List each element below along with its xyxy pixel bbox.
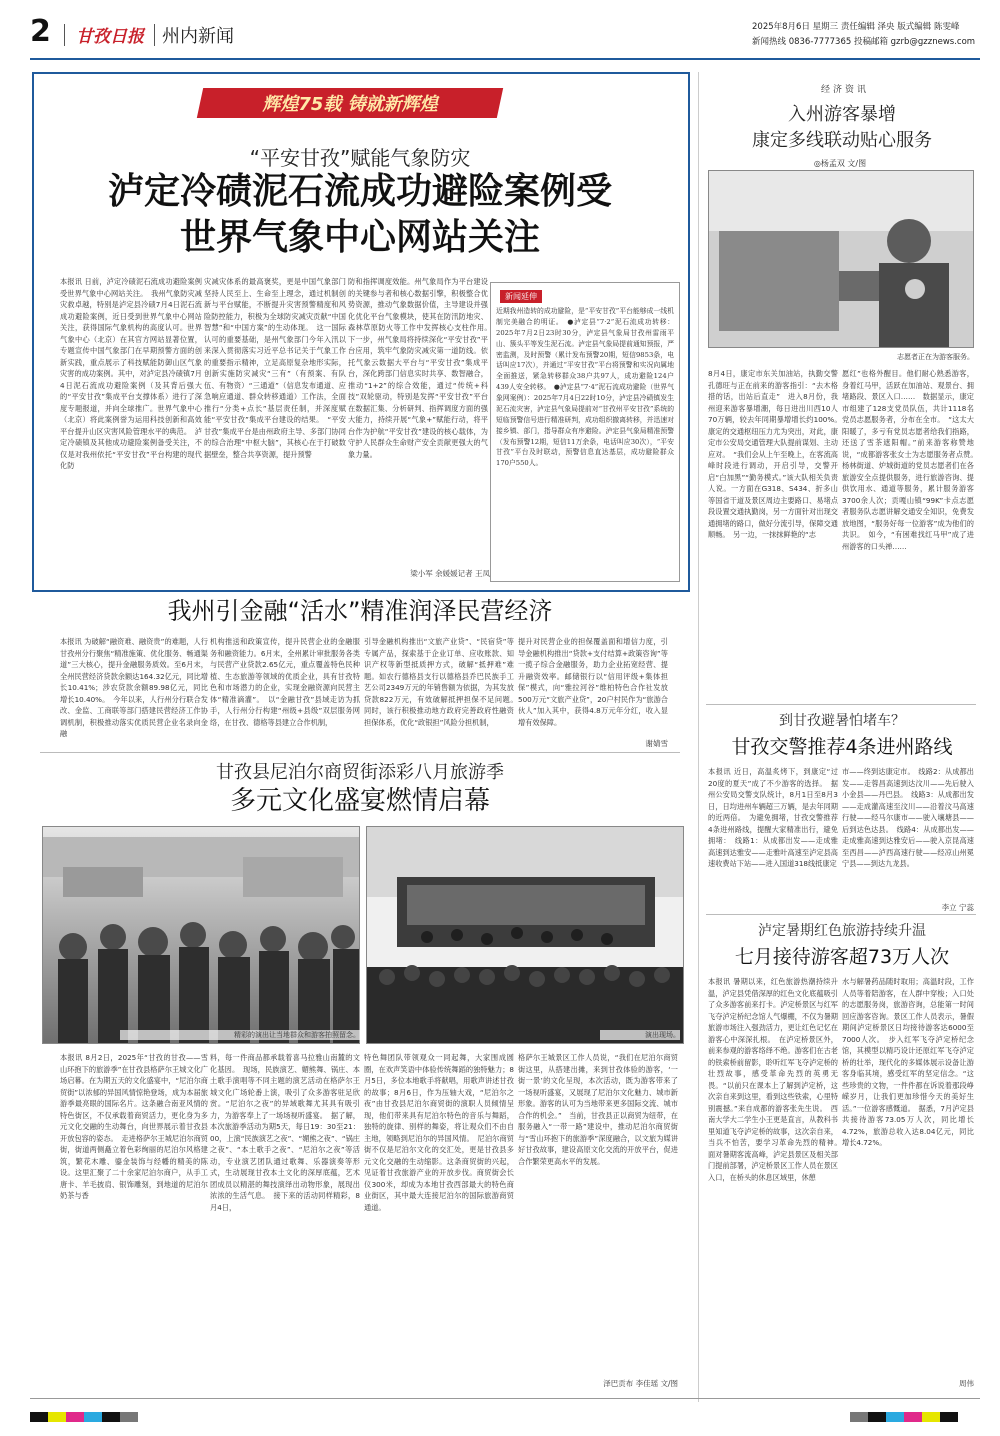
story2-column-2: 市——终到达康定市。 线路2：从成都出发——走蓉昌高速到达汶川——先后驶入小金县——丹巴县。 线路3：从成都出发——走成灌高速至汶川——沿着汶马高速行驶——经马尔康市——驶入壤塘县——后到达色达县。 线路4：从成都出发——走成雅高速到达雅安后——驶入京昆高速至西昌——泸西高速行驶——经凉山州冕宁县——到达九龙县。 [842,767,974,869]
photo-crowd [42,826,360,1044]
photo-stage [366,826,684,1044]
sidebar-text: 近期我州造转的成功避险，是“平安甘孜”平台能够成一线机制完美融合的明证。 ●泸定县“7·2”泥石流成功转移：2025年7月2日23时30分，泸定县气象局甘孜州雷雨平山、簇头平等发生泥石流。泸定县气象局提前通知预报，严密监测，及时预警（累计发布预警20期，短信9853条，电话叫应17次），并通过“平安甘孜”平台将预警和实况向属地全面推送，紧急转移群众38户共97人，成功避险124户439人安全转移。 ●泸定县“7·4”泥石流成功避险（世界气象网案例）：2025年7月4日22时10分，泸定县冷碛镇发生泥石流灾害，泸定县气象局提前对“甘孜州平安甘孜”系统的短临预警信号进行精准研判，成功组织撤离转移，并迅速对接乡镇、部门，指导群众有序避险。泸定县气象局精准预警（发布预警12期，短信11万余条，电话叫应30次），“平安甘孜”平台及时联动，预警信息直达基层，成功避险群众170户550人。 [496,307,674,468]
story2-byline: 李立 宁蕊 [941,903,974,912]
story3-byline: 周伟 [959,1379,974,1388]
section-label: 经济资讯 [820,85,869,95]
page-number: 2 [30,14,51,49]
color-registration-bar-right [850,1412,980,1422]
story1-title1: 入州游客暴增 [788,104,896,125]
hotline: 新闻热线 0836-7777365 投稿邮箱 gzrb@gzznews.com [752,37,976,47]
lead-column-2: 灾减灾体系的最高褒奖，更是中国气象部门坚持人民至上、生命至上理念，通过机制创新与平台赋能，不断提升灾害预警精度和风险防控能力，积极为全球防灾减灾贡献“中国智慧”和“中国方案”的生动体现。 这一国际认可的重要基础，是州气象部门今年入汛以来深入贯彻落实习近平总书记关于气象工作的重要指示精神，立足高原复杂地形实际，创新实施防灾减灾“三有”（有预案、有队伍、有物资）“三通道”（信息发布通道、应急响应通道、群众转移通道）工作法，全面推行“分类+点长”基层责任制，并深度赋能“平安甘孜”集成平台建设的结果。 “平安甘孜”集成平台是由州政府主导、多部门协同的综合治理“中枢大脑”，其核心在于打破数据壁垒，整合共享资源，提升预警 [204,277,346,459]
lead-byline: 梁小军 余媛媛记者 王凤 [410,569,490,578]
right-rule [698,72,699,1402]
sidebar-tag: 新闻延伸 [500,290,542,303]
story2-column-1: 本报讯 近日，高温炙烤下，到康定“过20度的夏天”成了不少游客的选择。 据州公安局交警支队统计，8月1日至8月3日，日均进州车辆超三万辆，是去年同期的近两倍。 为避免拥堵，甘孜交警推荐4条进州路线，提醒大家精准出行，避免拥堵： 线路1：从成都出发——走成雅高速到达雅安——走雅叶高速至泸定县高速收费站下站——进入国道318线抵康定 [708,767,838,869]
culture-column-1: 本报讯 8月2日，2025年“甘孜的甘孜——雪山环抱下的旅游季”在甘孜县格萨尔王城文化广场启幕。在为期五天的文化盛宴中，“尼泊尔商贸街”以浓郁的异国风情惊艳登场，成为本届旅游季最亮眼的国际名片。这条融合南亚风情的特色街区，不仅承载着商贸活力，更化身为多元文化交融的生动舞台，向世界展示着甘孜县开放包容的姿态。 走进格萨尔王城尼泊尔商贸街，街道两侧矗立着色彩绚丽的尼泊尔风格建筑，繁花木雕、鎏金装饰与经幡的精美的陈设。这里汇聚了二十余家尼泊尔商户，从手工唐卡、羊毛披肩、银饰雕刻，到地道的尼泊尔奶茶与香 [60,1053,208,1201]
culture-column-3: 特色舞团队带领观众一同起舞，大家围成圆圈，在欢声笑语中体验传统舞蹈的独特魅力；8月5日，多位本地歌手将献唱，用歌声讲述甘孜的故事；8月6日，作为压轴大戏，“尼泊尔之夜”由甘孜县尼泊尔商贸街的演职人员倾情呈现，他们带来具有尼泊尔特色的音乐与舞蹈，独特的旋律、别样的舞姿，将让观众们不由自主地，领略到尼泊尔的异国风情。 尼泊尔商贸街不仅是尼泊尔文化的交汇处，更是甘孜县多元文化交融的生动缩影。这条商贸街的兴起，见证着甘孜旅游产业的开放步伐。商贸街会长仪300米，却成为本地甘孜西部最大的特色商业街区，其中最大连接尼泊尔的国际旅游商贸通道。 [364,1053,514,1212]
finance-column-4: 提升对民营企业的担保覆盖面和增信力度，引导金融机构推出“贷款+支付结算+政策咨询”等一揽子综合金融服务，助力企业拓宽经营、提升融资效率。邮储银行以“信用评级+集体担保”模式，向“雅拉河谷”维柏特色合作社发放500万元“文旅产业贷”，20户村民作为“旅游合伙人”加入其中，获得4.8万元年分红，收入显增有效保障。 [518,637,668,727]
divider-finance [40,752,680,753]
date-line: 2025年8月6日 星期三 责任编辑 泽央 版式编辑 陈雯峰 [752,22,960,32]
section-title: 州内新闻 [162,26,234,47]
finance-column-1: 本报讯 为破解“融资难、融资贵”的难题，人行甘孜州分行聚焦“精准施策、优化服务、畅通渠道”三大核心，提升金融服务质效。至6月末，全州民营经济贷款余额达164.32亿元，同比增长10.41%；涉农贷款余额89.98亿元，同比增长10.40%。 今年以来，人行州分行联合发改、金监、工商联等部门搭建民营经济工作协调机制，积极推动落实优质民营企业名录向金融 [60,637,208,739]
crowd-photo-image [43,827,360,1044]
story2-title: 甘孜交警推荐4条进州路线 [731,736,953,758]
caption-right: 演出现场。 [600,1030,680,1040]
culture-kicker: 甘孜县尼泊尔商贸街添彩八月旅游季 [216,762,504,783]
masthead: 甘孜日报 [76,27,144,47]
divider-story2 [706,704,976,705]
culture-column-2: 料，每一件商品都承载着喜马拉雅山南麓的文化基因。 现场，民族演艺、媚熊舞、锅庄、本土歌手演唱等不同主题的演艺活动在格萨尔王城文化广场轮番上演，吸引了众多游客驻足欣赏。“尼泊尔之夜”的异域歌舞尤其具有吸引力，为游客奉上了一场场视听盛宴。 据了解，本次旅游季活动为期5天，每日19：30至21：00，上演“民族演艺之夜”、“媚熊之夜”、“锅庄之夜”、“本土歌手之夜”、“尼泊尔之夜”等活动，专业演艺团队通过歌舞、乐器演奏等形式，生动展现甘孜本土文化的深厚底蕴，艺术团成员以精湛的舞技演绎出动物形象，展现出浓浓的生活气息。 接下来的活动同样精彩，8月4日， [210,1053,360,1212]
story1-byline: ◎杨孟双 文/图 [813,159,867,168]
caption-left: 精彩的演出让当地群众和游客拍照留念。 [120,1030,360,1040]
finance-title: 我州引金融“活水”精准润泽民营经济 [167,597,553,625]
culture-title: 多元文化盛宴燃情启幕 [229,786,490,816]
page-header [30,14,975,62]
finance-column-3: 引导金融机构推出“文旅产业贷”、“民宿贷”等专属产品，探索基于企业订单、应收账款、知识产权等新型抵质押方式，破解“抵押难”难题。如农行德格县支行以德格县乔巴民族手工艺公司2349万元的年销售额为依据，为其发放贷款822万元，有效破解抵押担保不足问题。 同时，该行积极推动地方政府完善政府性融资担保体系，优化“政银担”风险分担机制， [364,637,514,727]
story3-column-1: 本报讯 暑期以来，红色旅游热潮持续升温，泸定县凭借深厚的红色文化底蕴吸引了众多游客前来打卡。泸定桥景区与红军飞夺泸定桥纪念馆人气爆棚，不仅为暑期旅游市场注入强劲活力，更让红色记忆在游客心中深深扎根。 在泸定桥景区外，前来参观的游客络绎不绝。游客们在古老的铁索桥前留影，聆听红军飞夺泸定桥的壮烈故事，感受革命先烈的英勇无畏。“以前只在课本上了解到泸定桥，这次亲自来到这里，看到这些铁索，心里特别震撼。”来自成都的游客张先生说。 西南大学大二学生小王更是直言，从教科书里知道飞夺泸定桥的故事，这次亲自来，当兵不怕苦，要学习革命先烈的精神。 面对暑期客流高峰，泸定县景区及相关部门提前部署，泸定桥景区工作人员在景区入口，在桥头的休息区域里，休憩 [708,977,838,1182]
story3-title: 七月接待游客超73万人次 [734,946,950,968]
finance-column-2: 机构推送和政策宣传，提升民营企业的金融服务和融资能力。6月末，全州累计审批服务各类与民营产业贷款2.65亿元，重点覆盖特色民种植、生态旅游等领域的优质企业，具有甘孜特色和市场潜力的企业，实现金融资源向民营主体“精准滴灌”。 以“金融甘孜”县域走访为抓手，人行州分行构建“州级+县级”双层服务网络，在甘孜、德格等县建立合作机制， [210,637,360,727]
stage-photo-image [367,827,684,1044]
culture-byline: 泽巴贡布 李佳瑶 文/图 [603,1379,678,1388]
story1-caption: 志愿者正在为游客服务。 [897,353,974,361]
color-registration-bar-left [30,1412,160,1422]
lead-column-3: 防和指挥调度效能。州气象局作为平台建设的关键参与者和核心数据引擎，积极整合优势资源，推动气象数据价值，主导建设并强化优化平台气象模块，使其在防汛防地灾、森林草原防火等工作中发挥核心支柱作用。 下一步，州气象局将持续深化“平安甘孜”平台应用，筑牢气象防灾减灾第一道防线。依托气象云数据大平台与“平安甘孜”集成平台，深化跨部门信息实时共享、数智融合，推动“1+2”的综合效能，通过“传统+科技”双轮驱动，特别是发挥“平安甘孜”平台在数据汇集、分析研判、指挥调度方面的强大能力，持续开展“气象+”赋能行动，将平台作为护航“平安甘孜”建设的核心载体，为守护人民群众生命财产安全贡献更强大的气象力量。 [348,277,488,459]
photo-volunteer [708,170,974,348]
lead-title-line1: 泸定冷碛泥石流成功避险案例受 [107,171,612,212]
story2-kicker: 到甘孜避暑怕堵车？ [779,713,905,729]
story3-column-2: 水与解暑药品随时取用；高温时段，工作人员等着陪游客，在人群中穿梭；入口处的志愿服务岗，旅游咨询，总能第一时间回应游客咨询。景区工作人员表示，暑假期间泸定桥景区日均接待游客达6000至7000人次。 步入红军飞夺泸定桥纪念馆，其模型以精巧设计还原红军飞夺泸定桥的壮举，现代化的多媒体展示设备让游客身临其境，感受红军的坚定信念。“这些珍贵的文物，一件件都在诉说着那段峥嵘岁月，让我们更加珍惜今天的美好生活。”一位游客感慨道。 据悉，7月泸定县共接待游客73.05万人次，同比增长4.72%，旅游总收入达8.04亿元，同比增长4.72%。 [842,977,974,1148]
banner-text: 辉煌75载 铸就新辉煌 [262,94,438,115]
finance-byline: 谢婧雪 [645,739,668,748]
story1-column-1: 8月4日，康定市东关加油站，执勤交警孔德旺与正在前来的游客指引：“去木格措的话，出站后直走” 进入8月份，我州迎来游客暴增潮，每日进出川西10人70万辆，较去年同期暴增增长约100%。 康定的交通枢纽压力尤为突出，对此，康定市公安局交通管理大队提前谋划、主动应对。 “我们会从上午至晚上，在客流高峰时段进行调动，开启引导，交警开启“白加黑”“勤务模式。”该大队相关负责人说。一方面在G318、S434、折多山等国省干道及景区周边主要路口、易堵点段设置交通执勤岗，另一方面针对出现交通拥堵的路口，做好分流引导，保障交通顺畅。 另一边，一抹抹鲜艳的“志 [708,369,838,540]
lead-kicker: “平安甘孜”赋能气象防灾 [249,146,471,170]
story1-title2: 康定多线联动贴心服务 [752,130,932,151]
header-rule [30,58,980,60]
lead-column-1: 本报讯 日前，泸定冷碛泥石流成功避险案例受世界气象中心网站关注。 我州气象防灾减灾救卓越，特别是泸定县冷碛7月4日泥石流成功避险案例，近日受到世界气象中心网站关注，获得国际气象机构的高度认可。世界气象中心（北京）在其官方网站显著位置，专题宣传中国气象部门在早期预警方面的创新实践，重点展示了科技赋能防御山区气象灾害的成功案例。其中，对泸定县冷碛镇7月4日泥石流成功避险案例（及其背后强大的“平安甘孜”集成平台支撑体系）进行了深度专题报道，并向全球推广。世界气象中心（北京）将此案例誉为运用科技创新和高效平台提升山区灾害风险管理水平的典范。 泸定冷碛镇及其他成功避险案例备受关注，不仅是对我州依托“平安甘孜”平台构建的现代化防 [60,277,202,471]
lead-title-line2: 世界气象中心网站关注 [179,217,540,258]
culture-column-4: 格萨尔王城景区工作人员说，“我们在尼泊尔商贸街这里，从搭建出摊，来到甘孜体验的游客，‘一街一景’的文化呈现，本次活动，既为游客带来了一场视听盛宴，又展现了尼泊尔文化魅力、城市新形象。游客的认可为当地带来更多国际交流、城市合作的机会。” 当前，甘孜县正以商贸为纽带，在服务融入“一带一路”建设中，推动尼泊尔商贸街与“雪山环抱下的旅游季”深度融合，以文旅为媒讲好甘孜故事，建设高原文化交流的开放平台，促进合作繁荣更高水平的发展。 [518,1053,678,1166]
story1-column-2: 愿红”也格外醒目。他们耐心熟悉游客，身着红马甲，活跃在加油站、观景台、拥堵路段、景区入口…… 数据显示，康定市组建了128支党员队伍，共计1118名党员志愿服务者，分布在全市。 “这太大阳暖了，多亏有党员志愿者给我们指路，还送了雪茶遮阳帽。”前来游客称赞地说，“成都游客张女士为志愿服务者点赞。 杨林街道、炉城街道的党员志愿者们在各旅游安全点提供服务，进行旅游咨询、提供饮用水、通道等服务，累计服务游客3700余人次；贡嘎山镇“99K”卡点志愿者服务队志愿讲解交通安全知识，免费发放地图，“服务好每一位游客”成为他们的共识。 如今，“有困难找红马甲”成了进州游客的口头禅…… [842,369,974,551]
volunteer-photo-image [709,171,974,348]
footer-rule [30,1398,980,1399]
divider-story3 [706,914,976,915]
story3-kicker: 泸定暑期红色旅游持续升温 [758,923,926,939]
